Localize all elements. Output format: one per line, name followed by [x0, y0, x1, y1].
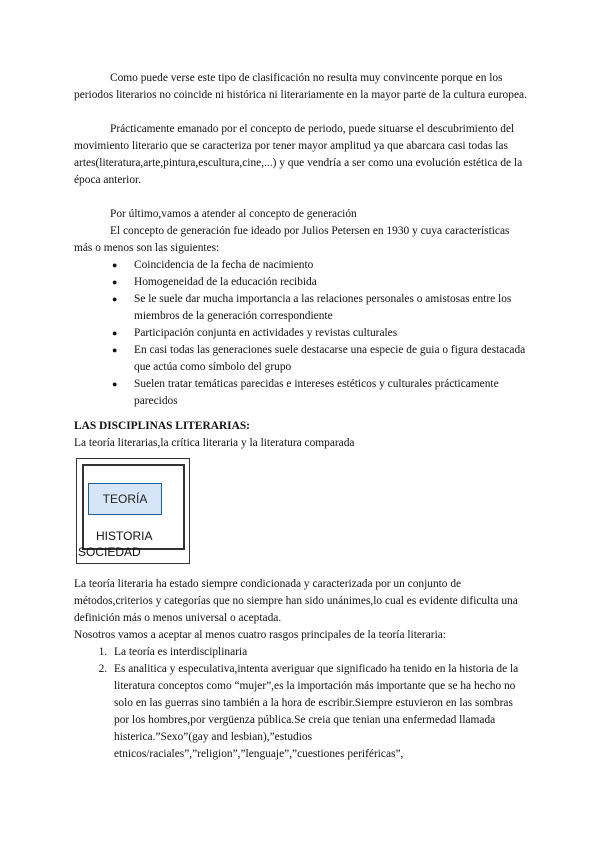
diagram-inner-box: TEORÍA	[88, 483, 162, 515]
theory-traits-list	[74, 644, 530, 763]
list-item: ● Homogeneidad de la educación recibida	[134, 274, 530, 291]
list-item: ● Suelen tratar temáticas parecidas e intereses estéticos y culturales prácticamente parecidos	[134, 376, 530, 410]
document-page	[74, 70, 530, 763]
paragraph-classification: Como puede verse este tipo de clasificación no resulta muy convincente porque en los periodos literarios no coincide ni histórica ni literariamente en la mayor parte de la cultura europea.	[74, 72, 527, 101]
section-heading: LAS DISCIPLINAS LITERARIAS:	[74, 420, 250, 432]
list-item: 1. La teoría es interdisciplinaria	[110, 644, 530, 661]
list-item: ● En casi todas las generaciones suele destacarse una especie de guia o figura destacada que actúa como símbolo del grupo	[134, 342, 530, 376]
paragraph-generation-intro: Por último,vamos a atender al concepto de generación	[110, 208, 357, 220]
list-item: 2. Es analitica y especulativa,intenta averiguar que significado ha tenido en la historia de la literatura conceptos como “mujer”,es la importación más importante que se ha hecho no solo en las guerras sino también a la hora de escribir.Siempre estuvieron en las sombras por los hombres,por vergüenza pública.Se creia que tenian una enfermedad llamada histerica.”Sexo”(gay and lesbian),”estudios etnicos/raciales”,”religion”,”lenguaje”,”cuestiones periféricas”,	[110, 661, 530, 763]
list-item: ● Se le suele dar mucha importancia a las relaciones personales o amistosas entre los miembros de la generación correspondiente	[134, 291, 530, 325]
diagram-historia-label: HISTORIA	[96, 529, 153, 543]
list-item: ● Participación conjunta en actividades y revistas culturales	[134, 325, 530, 342]
nested-boxes-diagram	[76, 458, 190, 558]
list-item: ● Coincidencia de la fecha de nacimiento	[134, 257, 530, 274]
generation-traits-list	[74, 257, 530, 410]
paragraph-theory: La teoría literaria ha estado siempre condicionada y caracterizada por un conjunto de métodos,criterios y categorías que no siempre han sido unánimes,lo cual es evidente dificulta una definición más o menos universal o aceptada.	[74, 578, 518, 624]
diagram-sociedad-label: SOCIEDAD	[78, 545, 141, 559]
paragraph-four-traits: Nosotros vamos a aceptar al menos cuatro rasgos principales de la teoría literaria:	[74, 629, 446, 641]
paragraph-petersen: El concepto de generación fue ideado por Julios Petersen en 1930 y cuya características más o menos son las siguientes:	[74, 225, 510, 254]
paragraph-movement: Prácticamente emanado por el concepto de periodo, puede situarse el descubrimiento del movimiento literario que se caracteriza por tener mayor amplitud ya que abarcara casi todas las artes(literatura,arte,pintura,escultura,cine,...) y que vendría a ser como una evolución estética de la época anterior.	[74, 123, 523, 186]
section-subtitle: La teoría literarias,la crítica literaria y la literatura comparada	[74, 437, 355, 449]
